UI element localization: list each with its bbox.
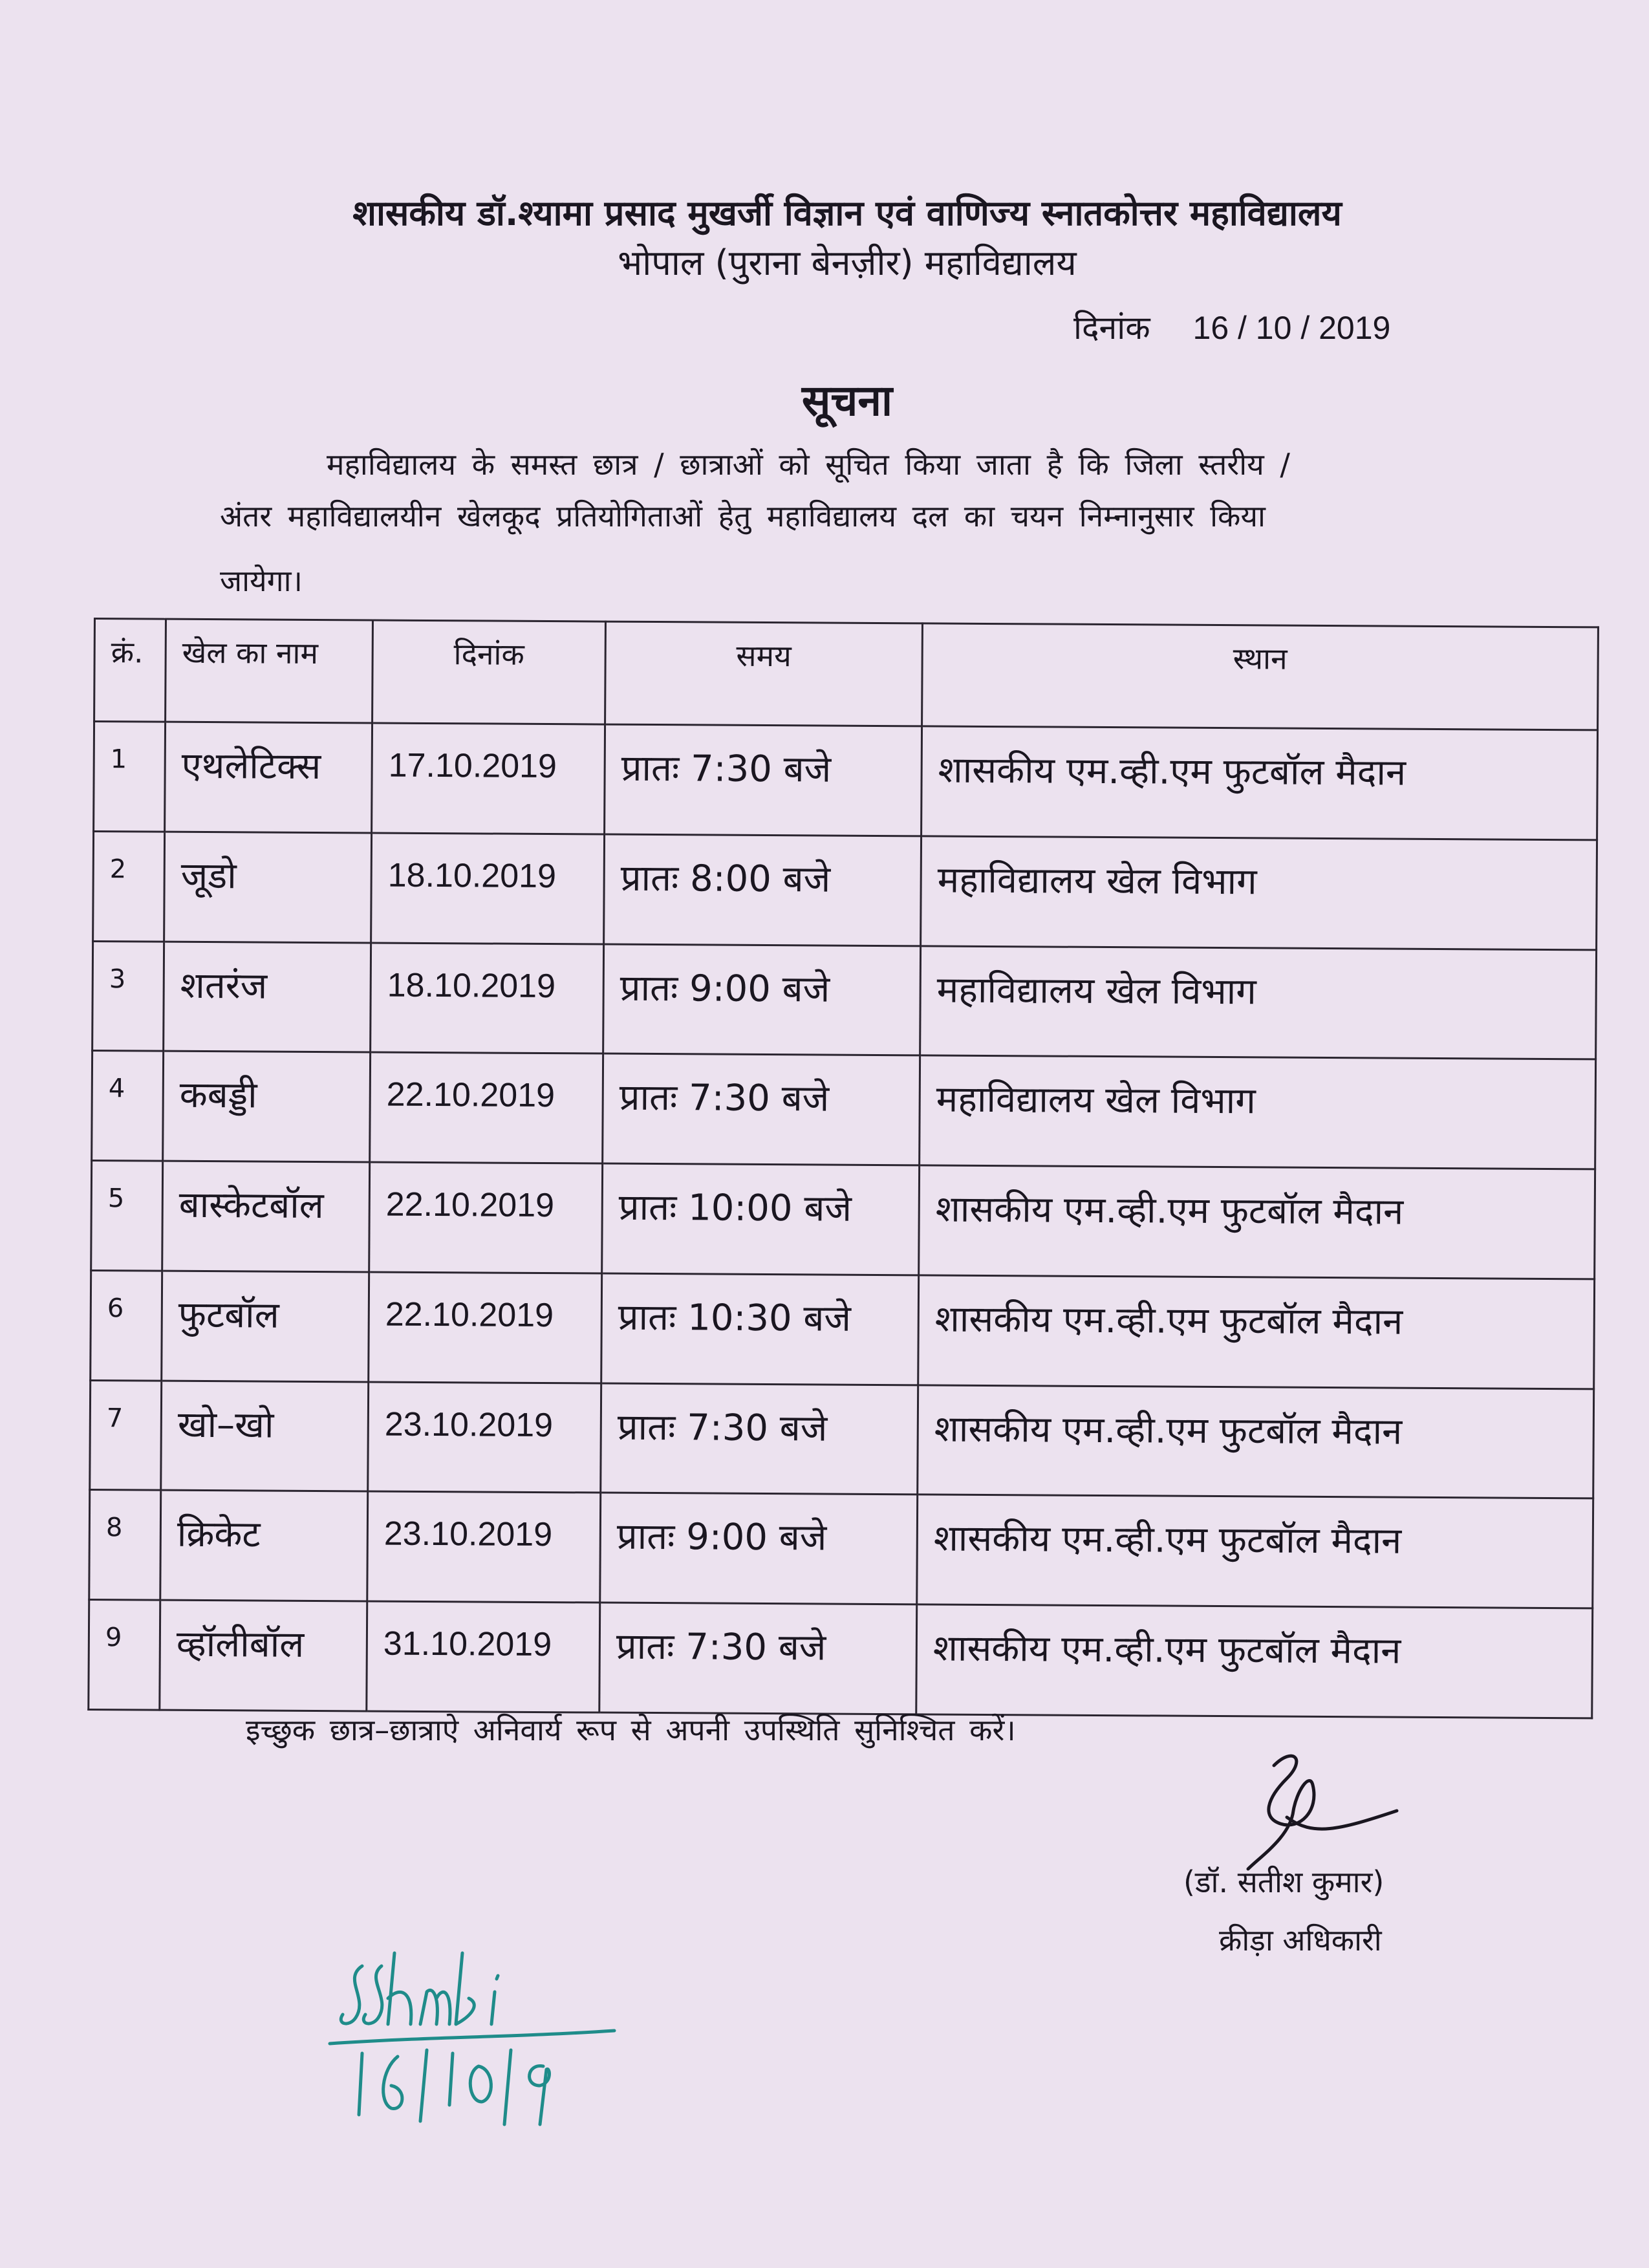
cell-date: 22.10.2019	[369, 1272, 602, 1383]
college-subtitle: भोपाल (पुराना बेनज़ीर) महाविद्यालय	[618, 243, 1077, 283]
cell-time: प्रातः 9:00 बजे	[600, 1493, 918, 1604]
table-row	[92, 941, 1597, 1059]
cell-venue: शासकीय एम.व्ही.एम फुटबॉल मैदान	[921, 726, 1598, 840]
cell-game: जूडो	[164, 832, 372, 943]
notice-paragraph-line-3: जायेगा।	[220, 563, 303, 598]
cell-venue: महाविद्यालय खेल विभाग	[920, 1055, 1596, 1169]
cell-date: 17.10.2019	[372, 723, 605, 834]
cell-serial: 8	[89, 1490, 161, 1600]
table-row	[94, 722, 1598, 840]
column-header-time: समय	[605, 621, 923, 726]
date-label: दिनांक	[1073, 309, 1150, 347]
date-value: 16 / 10 / 2019	[1192, 310, 1391, 346]
table-row	[89, 1600, 1593, 1718]
cell-time: प्रातः 7:30 बजे	[601, 1383, 918, 1495]
cell-serial: 5	[91, 1161, 163, 1271]
column-header-game: खेल का नाम	[166, 619, 373, 723]
table-row	[89, 1490, 1593, 1608]
cell-game: शतरंज	[164, 942, 371, 1053]
notice-paragraph-line-1: महाविद्यालय के समस्त छात्र / छात्राओं को सूचित किया जाता है कि जिला स्तरीय /	[327, 447, 1290, 482]
handwritten-signature-image	[323, 1940, 621, 2128]
cell-game: बास्केटबॉल	[162, 1161, 370, 1272]
cell-time: प्रातः 10:30 बजे	[601, 1273, 919, 1385]
table-row	[92, 1051, 1596, 1169]
cell-game: एथलेटिक्स	[165, 722, 372, 833]
cell-serial: 4	[92, 1051, 164, 1161]
cell-date: 23.10.2019	[368, 1382, 601, 1493]
table-row	[91, 1270, 1595, 1388]
cell-game: खो–खो	[161, 1381, 369, 1492]
notice-paragraph-line-2: अंतर महाविद्यालयीन खेलकूद प्रतियोगिताओं हेतु महाविद्यालय दल का चयन निम्नानुसार किया	[220, 499, 1266, 534]
cell-serial: 2	[93, 831, 165, 941]
table-header-row	[94, 619, 1599, 730]
cell-serial: 3	[92, 941, 164, 1051]
column-header-venue: स्थान	[922, 623, 1599, 730]
attendance-note: इच्छुक छात्र–छात्राऐ अनिवार्य रूप से अपनी उपस्थिति सुनिश्चित करें।	[246, 1712, 1016, 1747]
cell-time: प्रातः 10:00 बजे	[602, 1163, 920, 1275]
cell-time: प्रातः 8:00 बजे	[604, 834, 921, 946]
notice-heading: सूचना	[801, 376, 893, 426]
signatory-title: क्रीड़ा अधिकारी	[1219, 1923, 1382, 1958]
notice-date	[1073, 307, 1390, 349]
cell-time: प्रातः 9:00 बजे	[603, 944, 921, 1056]
cell-venue: शासकीय एम.व्ही.एम फुटबॉल मैदान	[916, 1604, 1593, 1718]
schedule-table-wrapper	[87, 618, 1597, 1719]
cell-date: 18.10.2019	[371, 943, 604, 1054]
cell-venue: शासकीय एम.व्ही.एम फुटबॉल मैदान	[918, 1385, 1594, 1498]
cell-date: 23.10.2019	[367, 1491, 601, 1603]
column-header-date: दिनांक	[372, 620, 606, 724]
signatory-name: (डॉ. सतीश कुमार)	[1183, 1864, 1385, 1899]
cell-game: क्रिकेट	[160, 1490, 368, 1601]
cell-time: प्रातः 7:30 बजे	[605, 724, 922, 836]
cell-venue: शासकीय एम.व्ही.एम फुटबॉल मैदान	[917, 1495, 1593, 1608]
cell-game: व्हॉलीबॉल	[160, 1600, 367, 1711]
cell-date: 18.10.2019	[371, 833, 605, 944]
cell-serial: 9	[89, 1600, 160, 1711]
cell-game: कबड्डी	[163, 1051, 371, 1162]
cell-time: प्रातः 7:30 बजे	[603, 1053, 920, 1165]
schedule-table	[87, 618, 1599, 1719]
cell-venue: महाविद्यालय खेल विभाग	[921, 836, 1597, 950]
table-row	[93, 831, 1597, 949]
cell-date: 22.10.2019	[369, 1162, 603, 1273]
cell-venue: महाविद्यालय खेल विभाग	[920, 945, 1597, 1059]
cell-date: 31.10.2019	[367, 1601, 600, 1712]
cell-date: 22.10.2019	[370, 1052, 603, 1163]
cell-game: फुटबॉल	[162, 1271, 369, 1382]
cell-time: प्रातः 7:30 बजे	[599, 1603, 917, 1714]
college-name: शासकीय डॉ.श्यामा प्रसाद मुखर्जी विज्ञान एवं वाणिज्य स्नातकोत्तर महाविद्यालय	[352, 193, 1342, 233]
cell-venue: शासकीय एम.व्ही.एम फुटबॉल मैदान	[918, 1275, 1595, 1389]
officer-signature-mark	[1235, 1746, 1403, 1875]
cell-serial: 1	[94, 722, 166, 832]
cell-serial: 7	[90, 1380, 162, 1490]
table-row	[91, 1161, 1595, 1279]
cell-venue: शासकीय एम.व्ही.एम फुटबॉल मैदान	[919, 1165, 1595, 1279]
table-row	[90, 1380, 1594, 1498]
column-header-serial: क्रं.	[94, 619, 166, 722]
cell-serial: 6	[91, 1270, 162, 1380]
